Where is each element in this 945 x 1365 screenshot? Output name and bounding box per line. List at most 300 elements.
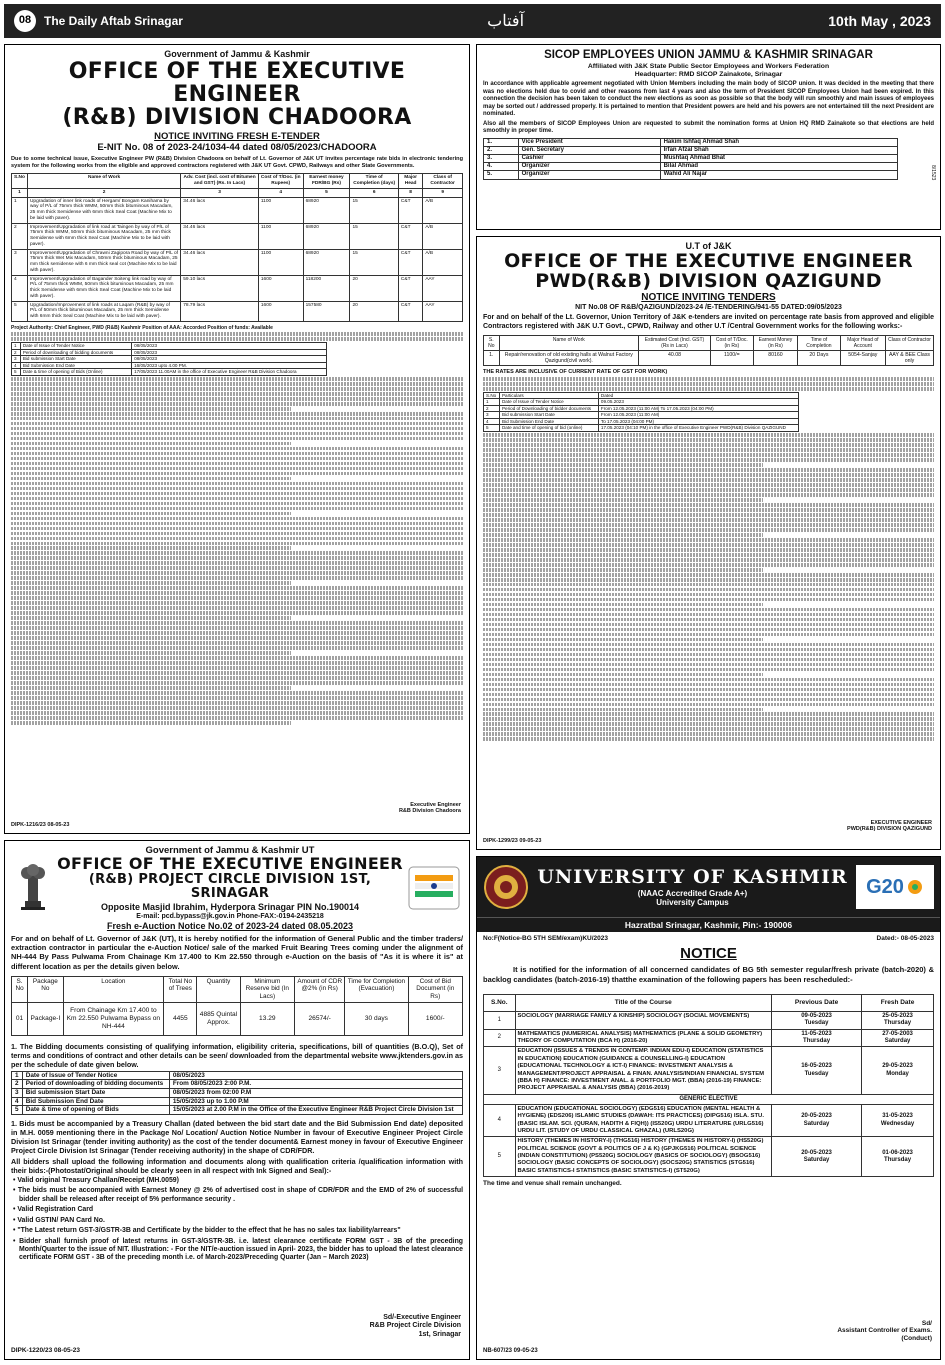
pcd-auction-table (11, 976, 463, 1036)
chadoora-work-cell: 34.46 lacs (181, 249, 259, 275)
chadoora-date-cell: 3 (12, 356, 21, 363)
qazigund-work-cell: 5054-Sanjay (840, 350, 885, 365)
chadoora-date-cell: Bid submission Start Date (20, 356, 131, 363)
ku-fresh-date: 29-05-2023 (882, 1063, 913, 1070)
kashmir-university-notice (476, 856, 941, 1360)
fine-print-line (11, 432, 463, 436)
ku-header-cell: Previous Date (772, 995, 862, 1012)
chadoora-date-cell: 08/05/2023 (132, 343, 327, 350)
pcd-dates-table (11, 1071, 463, 1115)
chadoora-date-cell: 16/05/2023 upto 4.00 PM. (132, 362, 327, 369)
sicop-member-cell: Gen. Secretary (518, 146, 660, 154)
fine-print-line (483, 548, 934, 552)
qazigund-sig1: EXECUTIVE ENGINEER (870, 819, 932, 826)
fine-print-line (11, 462, 463, 466)
qazigund-tender-ad (476, 236, 941, 850)
chadoora-work-cell: 1600 (258, 301, 303, 321)
fine-print-line (483, 578, 934, 582)
chadoora-gov: Government of Jammu & Kashmir (164, 49, 310, 59)
pcd-sig3: 1st, Srinagar (418, 1330, 461, 1338)
fine-print-line (483, 463, 763, 467)
pcd-bullet-text: Valid Registration Card (17, 1206, 94, 1214)
sicop-member-cell: 4. (484, 163, 519, 171)
fine-print-line (483, 488, 934, 492)
chadoora-enit: E-NIT No. 08 of 2023-24/1034-44 dated 08/05/2023/CHADOORA (97, 142, 377, 154)
pcd-bullet-text: Valid GSTIN/ PAN Card No. (17, 1216, 105, 1224)
qazigund-sig2: PWD(R&B) DIVISION QAZIGUND (847, 826, 932, 833)
fine-print-line (483, 678, 934, 682)
chadoora-work-cell: 15 (350, 197, 398, 223)
sicop-member-row (484, 154, 898, 162)
chadoora-work-cell: 5 (12, 301, 28, 321)
fine-print-line (11, 507, 463, 511)
ku-sno-cell: 3 (484, 1047, 516, 1094)
pcd-bullet-item (11, 1238, 463, 1263)
fine-print-line (483, 523, 934, 527)
fine-print-line (483, 568, 763, 572)
chadoora-title1: OFFICE OF THE EXECUTIVE ENGINEER (68, 58, 406, 107)
ku-schedule-row (484, 1104, 934, 1137)
sicop-member-cell: Cashier (518, 154, 660, 162)
chadoora-header-cell: Earnest money FDR/BG (Rs) (303, 174, 350, 189)
chadoora-date-cell: 2 (12, 349, 21, 356)
chadoora-work-cell: A/B (423, 249, 463, 275)
pcd-header-cell: Package No (28, 976, 63, 1002)
fine-print-line (11, 561, 463, 565)
qazigund-gst: THE RATES ARE INCLUSIVE OF CURRENT RATE OF GST FOR WORK) (483, 369, 668, 376)
fine-print-line (483, 558, 934, 562)
pcd-date-cell: 15/05/2023 at 2.00 P.M in the Office of the Executive Engineer R&B Project Circle Division 1st (169, 1106, 462, 1115)
qazigund-date-cell: 2 (484, 405, 500, 412)
fine-print-line (11, 457, 463, 461)
chadoora-date-cell: 08/05/2023 (132, 349, 327, 356)
qazigund-date-cell: Date of Issue of Tender Notice (499, 399, 598, 406)
chadoora-sig2: R&B Division Chadoora (398, 808, 461, 815)
fine-print-line (11, 661, 463, 665)
fine-print-line (483, 653, 934, 657)
qazigund-date-cell: 1 (484, 399, 500, 406)
qazigund-date-cell: Bid Submission End Date (499, 418, 598, 425)
sicop-member-cell: Organizer (518, 171, 660, 179)
pcd-auction-cell: 30 days (345, 1002, 408, 1035)
paper-name: The Daily Aftab Srinagar (44, 13, 183, 28)
pcd-bullet-item (11, 1187, 463, 1204)
pcd-date-row (12, 1080, 463, 1089)
fine-print-line (483, 433, 934, 437)
fine-print-line (11, 631, 463, 635)
qazigund-work-cell: 80160 (753, 350, 797, 365)
fine-print-line (483, 703, 934, 707)
pcd-p1: 1. The Bidding documents consisting of qualifying information, eligibility criteria, specifications, bill of quantities (B.O.Q), Set of terms and conditions of contract and other details can be seen/ downloaded from the departmental website www.jktenders.gov.in as per the schedule of date given below. (11, 1041, 463, 1069)
sicop-member-cell: Bilal Ahmad (660, 163, 897, 171)
pcd-auction-ad (4, 840, 470, 1360)
sicop-member-cell: 1. (484, 138, 519, 146)
fine-print-line (483, 618, 934, 622)
chadoora-date-cell: Date of Issue of Tender Notice (20, 343, 131, 350)
chadoora-title2: (R&B) DIVISION CHADOORA (62, 104, 412, 130)
chadoora-colnum-cell: 9 (423, 188, 463, 197)
qazigund-header-cell: Time of Completion (798, 335, 841, 350)
qazigund-date-cell: Dated (598, 392, 798, 399)
chadoora-date-cell: 4 (12, 362, 21, 369)
sicop-member-cell: Hakim Ishfaq Ahmad Shah (660, 138, 897, 146)
ku-campus: University Campus (656, 898, 729, 908)
ku-course-cell: EDUCATION (ISSUES & TRENDS IN CONTEMP. INDIAN EDU-I) EDUCATION (STATISTICS IN EDUCATION) EDUCATION (GUIDANCE & COUNSELLING-I) EDUCATION (EDUCATIONAL TECHNOLOGY & ICT-I) FINANCE: INVESTMENT ANALYSIS & MANAGEMENT/PROJECT APPRAISAL & FINAN. ANALYSIS/INDIAN FINANCIAL SYSTEM (BBA H) FINANCE: INVESTMENT ANAL. & PORTFOLIO MGT. (BBA) (2016-19) FINANCE: PROJECT APPRAISAL & ANALYSIS (BBA) (2016-2019) (515, 1047, 772, 1094)
qazigund-work-cell: Repair/renovation of old existing halls at Walnut Factory Qazigund(civil work). (499, 350, 638, 365)
fine-print-line (11, 551, 463, 555)
pcd-header-cell: Cost of Bid Document (in Rs) (408, 976, 462, 1002)
pcd-bullet-list (11, 1177, 463, 1263)
fine-print-line (11, 417, 463, 421)
ku-sno-cell: 2 (484, 1029, 516, 1047)
ku-prev-date: 11-05-2023 (801, 1030, 832, 1037)
pcd-auction-cell: 13.29 (240, 1002, 295, 1035)
ku-address: Hazratbal Srinagar, Kashmir, Pin:- 190006 (477, 917, 940, 932)
sicop-affiliation: Affiliated with J&K State Public Sector Employees and Workers Federation (587, 62, 830, 70)
fine-print-line (11, 427, 463, 431)
chadoora-work-cell: C&T (398, 197, 422, 223)
fine-print-line (11, 681, 463, 685)
fine-print-line (11, 566, 463, 570)
fine-print-line (11, 512, 291, 516)
fine-print-line (483, 603, 763, 607)
qazigund-intro: For and on behalf of the Lt. Governor, Union Territory of J&K e-tenders are invited on percentage rate basis from approved and eligible Contractors registered with J&K U.T Govt., CPWD, Railway and other U.T /Central Government works for the following works:- (483, 314, 934, 330)
qazigund-header-cell: Class of Contractor (886, 335, 934, 350)
ku-intro: It is notified for the information of all concerned candidates of BG 5th semester regular/fresh private (batch-2020) & backlog candidates (batch-2016-19) thatthe examination of the following papers has been rescheduled:- (483, 964, 934, 984)
ku-notice-date: Dated:- 08-05-2023 (876, 935, 934, 943)
chadoora-header-cell: Name of Work (27, 174, 180, 189)
pcd-auction-cell: 26574/- (295, 1002, 345, 1035)
fine-print-line (11, 581, 291, 585)
chadoora-colnum-cell: 2 (27, 188, 180, 197)
fine-print-line (11, 546, 291, 550)
fine-print-line (483, 727, 934, 731)
ku-schedule-row (484, 1137, 934, 1177)
sicop-member-cell: 5. (484, 171, 519, 179)
pcd-date-row (12, 1071, 463, 1080)
fine-print-line (483, 688, 934, 692)
fine-print-line (483, 628, 934, 632)
ku-footer: The time and venue shall remain unchanged. (483, 1180, 622, 1188)
fine-print-line (11, 382, 463, 386)
university-seal-icon (483, 862, 529, 912)
fine-print-line (483, 658, 934, 662)
fine-print-line (11, 671, 463, 675)
chadoora-work-cell: 4 (12, 275, 28, 301)
fine-print-line (11, 606, 463, 610)
qazigund-header-cell: Name of Work (499, 335, 638, 350)
ku-course-cell: EDUCATION (EDUCATIONAL SOCIOLOGY) (EDG516) EDUCATION (MENTAL HEALTH & HYGIENE) (EDS206) ISLAMIC STUDIES (DAWAH: ITS PRACTICES) (DIPG516) ISLA. STU. (BASIC ISLAM. SCI. (QURAN, HADITH & FIQH)) (IS520G) URDU LITERATURE (URLG516) URDU LIT. (STUDY OF URDU CLASSICAL GHAZAL) (URLS20G) (515, 1104, 772, 1137)
qazigund-header-cell: Major Head of Account (840, 335, 885, 350)
sicop-member-cell: 2. (484, 146, 519, 154)
fine-print-line (483, 598, 934, 602)
fine-print-line (483, 533, 763, 537)
fine-print-line (483, 737, 934, 741)
chadoora-date-cell: 17/05/2023 11.00AM in the office of Executive Engineer R&B Division Chadoora (132, 369, 327, 376)
chadoora-colnum-cell: 5 (303, 188, 350, 197)
fine-print-line (11, 706, 463, 710)
qazigund-work-cell: 1. (484, 350, 500, 365)
chadoora-work-cell: 1 (12, 197, 28, 223)
pcd-b1: 1. Bids must be accompanied by a Treasury Challan (dated between the bid start date and the Bid Submission End date) deposited in M.H. 0059 mentioning there in the Package No/ Location/ Auction Notice Number in favour of Executive Engineer Project Circle Division Ist Srinagar (tender inviting authority) as the cost of the tender document& Earnest money in favour of Executive Engineer Project Circle Division Ist Srinagar (Tender receiving authority) in the shape of CDR/FDR. (11, 1118, 463, 1155)
sicop-member-row (484, 138, 898, 146)
pcd-date-cell: Bid submission Start Date (22, 1088, 169, 1097)
pcd-sig1: Sd/-Executive Engineer (383, 1313, 461, 1321)
chadoora-work-cell: 20 (350, 301, 398, 321)
chadoora-work-cell: 34.46 lacs (181, 223, 259, 249)
chadoora-works-table (11, 173, 463, 322)
fine-print-line (11, 596, 463, 600)
chadoora-work-cell: 1100 (258, 249, 303, 275)
qazigund-title1: OFFICE OF THE EXECUTIVE ENGINEER (504, 249, 913, 272)
ku-schedule-row (484, 1029, 934, 1047)
chadoora-date-cell: Bid Submission End Date (20, 362, 131, 369)
ku-prev-day: Tuesday (804, 1070, 829, 1077)
ku-fresh-date-cell (862, 1137, 934, 1177)
chadoora-date-cell: Date & time of opening of Bids (Online) (20, 369, 131, 376)
chadoora-header-cell: Adv. Cost (incl. cost of Bitumen and GST) (Rs. In Lacs) (181, 174, 259, 189)
fine-print-line (11, 387, 463, 391)
fine-print-line (11, 527, 463, 531)
pcd-bullet-text: "The Latest return GST-3/GSTR-3B and Certificate by the bidder to the effect that he has no sales tax liability/arrears" (17, 1227, 401, 1235)
fine-print-line (483, 538, 934, 542)
chadoora-work-cell: 15 (350, 249, 398, 275)
fine-print-line (483, 722, 934, 726)
fine-print-line (483, 712, 934, 716)
pcd-date-cell: 1 (12, 1071, 23, 1080)
qazigund-date-cell: To 17.05.2023 (04:00 PM) (598, 418, 798, 425)
ku-prev-date-cell (772, 1104, 862, 1137)
fine-print-line (483, 563, 934, 567)
fine-print-line (483, 448, 934, 452)
fine-print-line (11, 522, 463, 526)
qazigund-work-cell: 40.08 (639, 350, 711, 365)
fine-print-line (11, 721, 291, 725)
chadoora-work-cell: Improvement/Upgradation of Chrawni Zagipora Road by way of P/L of 75mm thick Wet Mix Macadam, 50mm thick bituminous Macadam, 25 mm thick semidense with 6 mm thick seal cot (Machine Mix to be laid with paver). (27, 249, 180, 275)
fine-print-line (483, 708, 763, 712)
ku-notice-heading: NOTICE (680, 944, 737, 962)
qazigund-header-row (484, 335, 934, 350)
pcd-date-cell: 3 (12, 1088, 23, 1097)
ku-prev-date: 20-05-2023 (801, 1113, 832, 1120)
bullet-icon: • (13, 1216, 18, 1224)
chadoora-work-cell: 2 (12, 223, 28, 249)
fine-print-line (483, 518, 934, 522)
qazigund-date-cell: 5 (484, 425, 500, 432)
fine-print-line (11, 477, 291, 481)
pcd-bullet-item (11, 1227, 463, 1235)
ku-sig3: (Conduct) (901, 1335, 932, 1343)
ku-fresh-day: Monday (886, 1070, 909, 1077)
chadoora-work-cell: C&T (398, 223, 422, 249)
fine-print-line (483, 438, 934, 442)
qazigund-ut: U.T of J&K (685, 241, 732, 251)
chadoora-colnum-cell: 1 (12, 188, 28, 197)
chadoora-work-cell: 20 (350, 275, 398, 301)
pcd-date-cell: From 08/05/2023 2:00 P.M. (169, 1080, 462, 1089)
bullet-icon: • (13, 1187, 18, 1195)
ku-schedule-row (484, 1094, 934, 1104)
pcd-notice: Fresh e-Auction Notice No.02 of 2023-24 dated 08.05.2023 (106, 920, 354, 931)
qazigund-date-cell: 3 (484, 412, 500, 419)
fine-print-line (11, 377, 463, 381)
chadoora-date-cell: 1 (12, 343, 21, 350)
pcd-b2: All bidders shall upload the following information and documents along with qualification criteria /qualification information with their bids:-(Photostat/Original should be clearly seen in all respect with Ink Signed and Seal):- (11, 1156, 463, 1175)
chadoora-work-cell: 3 (12, 249, 28, 275)
chadoora-work-cell: 157580 (303, 301, 350, 321)
pcd-date-cell: 08/05/2023 (169, 1071, 462, 1080)
pcd-auction-cell: 01 (12, 1002, 28, 1035)
ku-prev-day: Tuesday (804, 1020, 829, 1027)
sicop-body: In accordance with applicable agreement negotiated with Union Members including the main body of SICOP union. It was decided in the meeting that there was no elections held due to covid and other reasons from last 4 years and also the term of President SICOP Employees Union had been expired. In this connection the decision has been taken to conduct the new elections as soon as possible so that the body will run smoothly and main issues of employees may be sorted out / addressed properly. It is pertained to mention that President powers are held and his powers are not entertained till the next President are nominated. (483, 81, 934, 118)
fine-print-line (483, 693, 934, 697)
ku-header (477, 857, 940, 917)
fine-print-line (11, 701, 463, 705)
qazigund-works-table (483, 335, 934, 366)
chadoora-work-cell: A/B (423, 197, 463, 223)
pcd-date-cell: 15/05/2023 up to 1.00 P.M (169, 1097, 462, 1106)
pcd-date-cell: 4 (12, 1097, 23, 1106)
fine-print-line (483, 633, 934, 637)
ku-course-cell: HISTORY (THEMES IN HISTORY-I) (THG516) HISTORY (THEMES IN HISTORY-I) (HS520G) POLITICAL SCIENCE (GOVT & POLITICS OF J & K) (GPJKG516) POLITICAL SCIENCE (INDIAN CONSTITUTION) (PS520G) SOCIOLOGY (BASICS OF SOCIOLOGY) (BSOG516) SOCIOLOGY (BASIC CONCEPTS OF SOCIOLOGY) (SOCS20G) STATISTICS (STG516) BASIC STATISTICS-I STATISTICS (BASIC STATISTICS-I) (ST520G) (515, 1137, 772, 1177)
pcd-title1: OFFICE OF THE EXECUTIVE ENGINEER (57, 854, 403, 874)
chadoora-colnum-row (12, 188, 463, 197)
fine-print-line (483, 683, 934, 687)
ku-sig1: Sd/ (921, 1319, 932, 1327)
page-number: 08 (14, 10, 36, 32)
qazigund-date-cell: S.No (484, 392, 500, 399)
fine-print-line (483, 643, 934, 647)
ku-schedule-table (483, 994, 934, 1177)
ku-fresh-day: Saturday (884, 1038, 911, 1045)
qazigund-dates-table (483, 392, 799, 432)
azadi-logo-icon (405, 861, 463, 915)
g20-label: G20 (866, 876, 904, 898)
chadoora-work-cell: 118200 (303, 275, 350, 301)
pcd-auction-row (12, 1002, 463, 1035)
ku-prev-day: Thursday (803, 1038, 831, 1045)
fine-print-line (11, 437, 463, 441)
pcd-sig2: R&B Project Circle Division (369, 1322, 461, 1330)
pcd-date-cell: Bid Submission End Date (22, 1097, 169, 1106)
fine-print-line (11, 502, 463, 506)
pcd-date-row (12, 1106, 463, 1115)
qazigund-ref: DIPK-1299/23 09-05-23 (483, 838, 542, 845)
chadoora-date-cell: 5 (12, 369, 21, 376)
ku-header-cell: Title of the Course (515, 995, 772, 1012)
qazigund-date-row (484, 425, 799, 432)
fine-print-line (11, 691, 463, 695)
fine-print-line (11, 492, 463, 496)
fine-print-line (483, 573, 934, 577)
pcd-date-row (12, 1097, 463, 1106)
pcd-bullet-item (11, 1177, 463, 1185)
pcd-auction-cell: Package-I (28, 1002, 63, 1035)
sicop-member-cell: Wahid Ali Najar (660, 171, 897, 179)
chadoora-intro: Due to some technical issue, Executive Engineer PW (R&B) Division Chadoora on behalf of Lt. Governor of J&K UT invites percentage rate bids in electronic tendering system for the following works from the eligible and approved contractors registered with J&K UT Govt. CPWD, Railways and other State Governments. (11, 155, 463, 169)
chadoora-work-cell: C&T (398, 249, 422, 275)
pcd-date-cell: 08/05/2023 from 02:00 P.M (169, 1088, 462, 1097)
chadoora-work-cell: 34.46 lacs (181, 197, 259, 223)
bullet-icon: • (13, 1227, 18, 1235)
qazigund-subtitle: NOTICE INVITING TENDERS (641, 291, 776, 303)
sicop-member-row (484, 163, 898, 171)
sicop-member-cell: Organizer (518, 163, 660, 171)
sicop-member-cell: Vice President (518, 138, 660, 146)
issue-date: 10th May , 2023 (828, 12, 931, 29)
qazigund-date-cell: Period of Downloading of bidder documents (499, 405, 598, 412)
ku-fresh-date-cell (862, 1047, 934, 1094)
sicop-member-cell: 3. (484, 154, 519, 162)
fine-print-line (483, 478, 934, 482)
fine-print-line (11, 556, 463, 560)
chadoora-header-cell: Major Head (398, 174, 422, 189)
qazigund-header-cell: S. No (484, 335, 500, 350)
ku-ref: NB-607/23 09-05-23 (483, 1347, 538, 1354)
qazigund-header-cell: Estimated Cost (Incl. GST) (Rs in Lacs) (639, 335, 711, 350)
chadoora-work-cell: 68920 (303, 249, 350, 275)
ku-fresh-date: 31-05-2023 (882, 1113, 913, 1120)
ku-fresh-date: 01-06-2023 (882, 1149, 913, 1156)
ku-fresh-date-cell (862, 1029, 934, 1047)
fine-print-line (11, 621, 463, 625)
fine-print-line (483, 553, 934, 557)
pcd-ref: DIPK-1220/23 08-05-23 (11, 1347, 81, 1355)
fine-print-line (11, 651, 291, 655)
ku-prev-date: 09-05-2023 (801, 1013, 832, 1020)
fine-print-line (11, 666, 463, 670)
fine-print-line (483, 668, 934, 672)
qazigund-date-cell: From 12.05.2023 (11:00 AM) (598, 412, 798, 419)
fine-print-line (483, 608, 934, 612)
fine-print-line (483, 613, 934, 617)
chadoora-work-cell: 59.10 lacs (181, 275, 259, 301)
emblem-icon (11, 861, 55, 915)
chadoora-header-cell: Class of Contractor (423, 174, 463, 189)
ku-section-cell (484, 1094, 934, 1104)
fine-print-line (11, 497, 463, 501)
ku-prev-date: 20-05-2023 (801, 1149, 832, 1156)
chadoora-date-cell: Period of downloading of bidding documents (20, 349, 131, 356)
pcd-intro: For and on behalf of Lt. Governor of J&K (UT), It is hereby notified for the information of General Public and the timber traders/ extraction contractor in particular the e-Auction Notice/ sale of the marked Fruit Bearing Trees coming under the alignment of NH-444 By Pass Pulwama From Chainage Km 17.400 to Km 22.550 through e-Auction on the basis of "As it is where it is" at different location as per the details given below. (11, 933, 463, 971)
pcd-auction-cell: 1600/- (408, 1002, 462, 1035)
pcd-date-cell: 2 (12, 1080, 23, 1089)
pcd-date-cell: Period of downloading of bidding documents (22, 1080, 169, 1089)
chadoora-work-cell: Upgradation of inner link roads of Hergam/ Bongam Kanihama by way of P/L of 75mm thick WMM, 50mm thick bituminous Macadam, 25 mm thick Semidense with 6mm thick Seal Coat (Machine Mix to be laid with paver). (27, 197, 180, 223)
pcd-bullet-text: Valid original Treasury Challan/Receipt (MH.0059) (17, 1176, 179, 1184)
pcd-date-row (12, 1088, 463, 1097)
chadoora-work-cell: Upgradation/Improvement of link roads at Laqam (R&B) by way of P/L of 50mm thick bituminous Macadam, 25 mm thick Semidense with 6mm thick Seal Coat (Machine Mix to be laid with paver). (27, 301, 180, 321)
ku-sno-cell: 4 (484, 1104, 516, 1137)
fine-print-line (11, 571, 463, 575)
fine-print-line (483, 648, 934, 652)
ku-sno-cell: 1 (484, 1012, 516, 1029)
pcd-title2: (R&B) PROJECT CIRCLE DIVISION 1ST, SRINAGAR (88, 872, 372, 902)
fine-print-line (483, 717, 934, 721)
pcd-header-cell: S. No (12, 976, 28, 1002)
pcd-date-cell: 5 (12, 1106, 23, 1115)
fine-print-line (11, 532, 463, 536)
ku-prev-date-cell (772, 1137, 862, 1177)
fine-print-line (11, 392, 463, 396)
chadoora-work-cell: 1100 (258, 197, 303, 223)
fine-print-line (483, 732, 934, 736)
ku-schedule-row (484, 1012, 934, 1029)
pcd-gov: Government of Jammu & Kashmir UT (145, 845, 315, 856)
ku-header-cell: S.No. (484, 995, 516, 1012)
sicop-body2: Also all the members of SICOP Employees Union are requested to submit the nomination forms at Union HQ RMD Zainakote so that elections are held smoothly in proper time. (483, 120, 934, 135)
qazigund-header-cell: Cost of T/Doc. (in Rs) (710, 335, 753, 350)
